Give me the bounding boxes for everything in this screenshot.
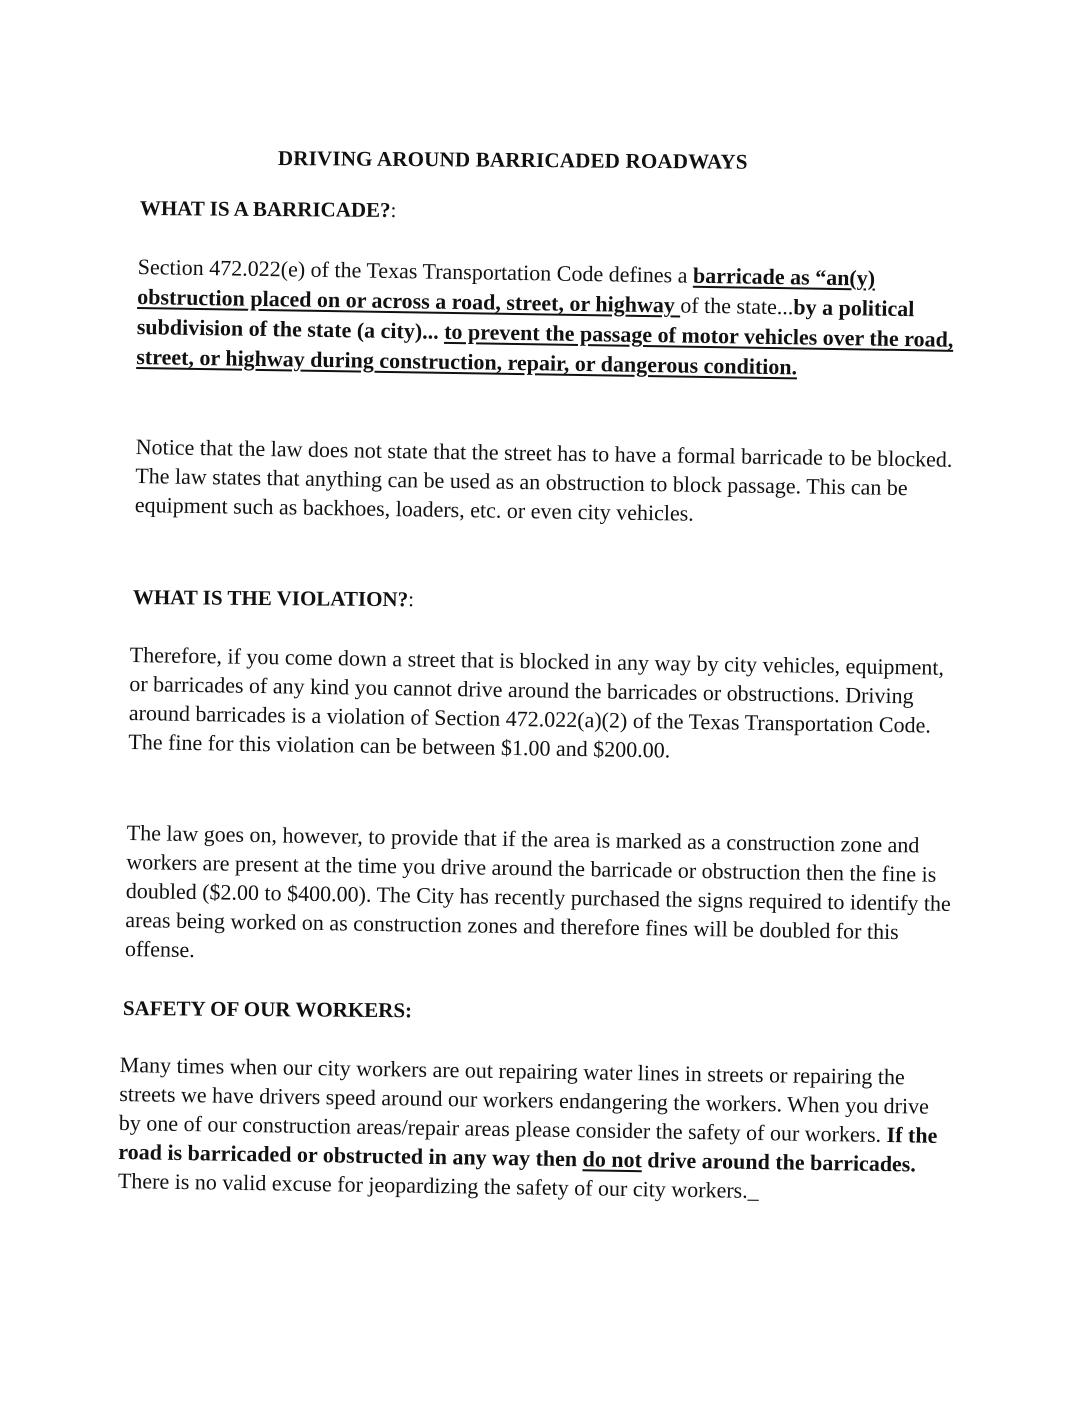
warning-text: If the road is barricaded or obstructed in any way then: [118, 1122, 938, 1172]
barricade-definition-paragraph: [136, 252, 973, 385]
heading-suffix: :: [408, 587, 415, 612]
text-run: of the state...: [680, 292, 794, 320]
violation-paragraph: Therefore, if you come down a street that is blocked in any way by city vehicles, equipment, or barricades of any kind you cannot drive around the barricades or obstructions. Driving around barricades is a violation of Section 472.022(a)(2) of the Texas Transportation Code. The fine for this violation can be between $1.00 and $200.00.: [128, 641, 945, 763]
text-run: There is no valid excuse for jeopardizing the safety of our city workers._: [117, 1167, 759, 1204]
heading-suffix: :: [390, 197, 397, 223]
text-run: Many times when our city workers are out repairing water lines in streets or repairing the streets we have drivers speed around our workers endangering the workers. When you drive by one of our construction areas/repair areas please consider the safety of our workers.: [118, 1051, 930, 1148]
safety-paragraph: [118, 1050, 950, 1208]
notice-paragraph: Notice that the law does not state that the street has to have a formal barricade to be blocked. The law states that anything can be used as an obstruction to block passage. This can be equipment such as backhoes, loaders, etc. or even city vehicles.: [134, 433, 953, 526]
purpose-clause: to prevent the passage of motor vehicles over the road, street, or highway during construction, repair, or dangerous condition.: [136, 318, 954, 380]
construction-zone-paragraph: The law goes on, however, to provide that if the area is marked as a construction zone and workers are present at the time you drive around the barricade or obstruction then the fine is doubled ($2.00 to $400.00). The City has recently purchased the signs required to identify the areas being worked on as construction zones and therefore fines will be doubled for this offense.: [124, 819, 951, 963]
section-heading-barricade: [140, 196, 397, 223]
section-heading-violation: [133, 585, 414, 612]
do-not-emphasis: do not: [582, 1146, 643, 1173]
section-heading-safety: SAFETY OF OUR WORKERS:: [122, 996, 413, 1023]
barricade-definition-quote: barricade as “an(y) obstruction placed on or across a road, street, or highway: [137, 262, 876, 318]
text-run: Section 472.022(e) of the Texas Transportation Code defines a: [137, 253, 694, 288]
document-title: DRIVING AROUND BARRICADED ROADWAYS: [277, 146, 748, 174]
heading-text: WHAT IS A BARRICADE?: [139, 196, 391, 222]
political-subdivision-text: by a political subdivision of the state (a city)...: [136, 294, 915, 344]
heading-text: WHAT IS THE VIOLATION?: [132, 585, 409, 612]
warning-text-end: drive around the barricades.: [641, 1147, 917, 1177]
